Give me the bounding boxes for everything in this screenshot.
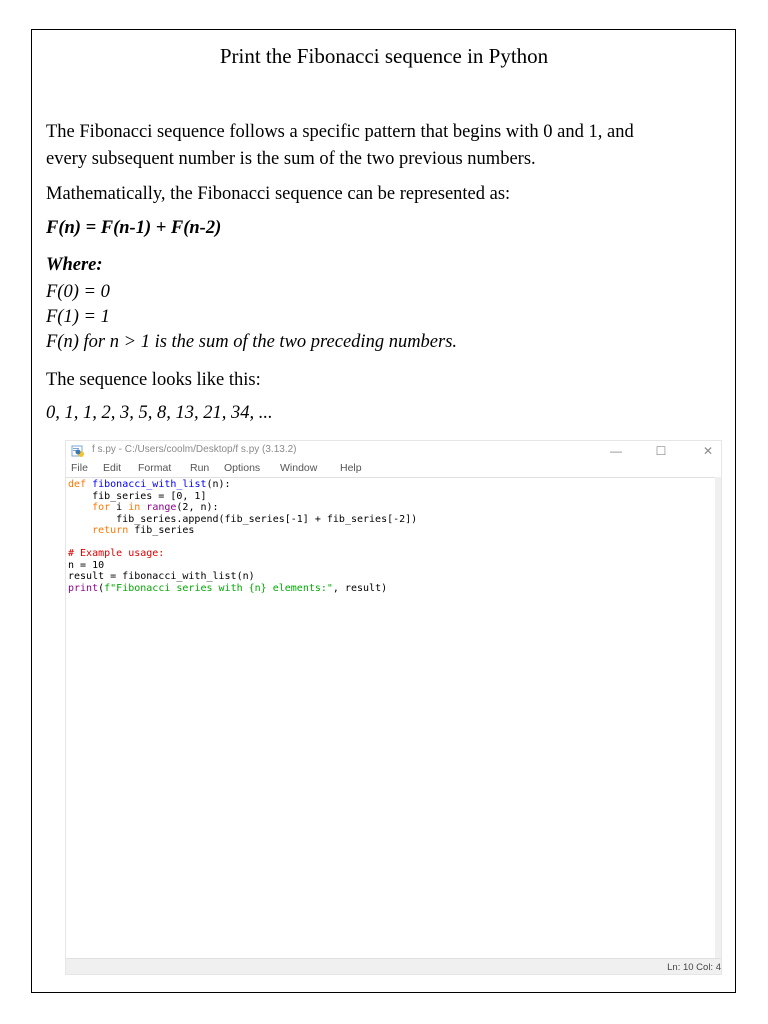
window-titlebar[interactable] bbox=[66, 441, 721, 461]
definition-f0: F(0) = 0 bbox=[46, 282, 110, 302]
keyword-return: return bbox=[92, 525, 129, 536]
document-title: Print the Fibonacci sequence in Python bbox=[219, 44, 549, 68]
code-text[interactable] bbox=[68, 479, 417, 594]
function-name: fibonacci_with_list bbox=[92, 479, 207, 490]
definitions-list bbox=[46, 280, 457, 355]
intro-line-1: The Fibonacci sequence follows a specific pattern that begins with 0 and 1, and bbox=[46, 122, 634, 142]
idle-editor-window bbox=[66, 441, 721, 974]
code-token: ( bbox=[98, 582, 105, 594]
intro-line-2: every subsequent number is the sum of the two previous numbers. bbox=[46, 149, 536, 169]
keyword-for: for bbox=[92, 502, 111, 513]
code-line-8: result = fibonacci_with_list(n) bbox=[68, 571, 255, 582]
menu-help[interactable]: Help bbox=[340, 462, 362, 474]
fibonacci-formula: F(n) = F(n-1) + F(n-2) bbox=[46, 218, 222, 238]
code-line-9 bbox=[68, 583, 387, 594]
keyword-in: in bbox=[128, 502, 141, 513]
vertical-scrollbar[interactable] bbox=[715, 477, 721, 958]
code-line-3 bbox=[68, 502, 219, 513]
status-bar bbox=[66, 958, 721, 974]
code-token: (2, n): bbox=[176, 502, 219, 513]
code-token: (n): bbox=[206, 479, 231, 490]
code-token: i bbox=[110, 502, 129, 513]
definition-f1: F(1) = 1 bbox=[46, 307, 110, 327]
code-line-5 bbox=[68, 525, 194, 536]
cursor-position: Ln: 10 Col: 4 bbox=[667, 962, 721, 973]
keyword-def: def bbox=[68, 479, 87, 490]
code-line-1 bbox=[68, 479, 231, 490]
idle-python-icon bbox=[71, 445, 85, 457]
code-token: , result) bbox=[332, 582, 388, 594]
menu-edit[interactable]: Edit bbox=[103, 462, 122, 474]
definition-fn: F(n) for n > 1 is the sum of the two preceding numbers. bbox=[46, 332, 458, 352]
code-token: fib_series bbox=[128, 525, 195, 536]
math-intro: Mathematically, the Fibonacci sequence can be represented as: bbox=[46, 184, 511, 204]
intro-paragraph bbox=[46, 119, 716, 173]
menu-run[interactable]: Run bbox=[190, 462, 210, 474]
builtin-range: range bbox=[146, 502, 177, 513]
code-string: f"Fibonacci series with {n} elements:" bbox=[104, 582, 333, 594]
window-title: f s.py - C:/Users/coolm/Desktop/f s.py (3.13.2) bbox=[92, 444, 297, 455]
menu-format[interactable]: Format bbox=[138, 462, 172, 474]
code-editor-area[interactable] bbox=[66, 477, 715, 958]
menu-window[interactable]: Window bbox=[280, 462, 318, 474]
maximize-button[interactable]: ☐ bbox=[655, 444, 667, 458]
code-line-7: n = 10 bbox=[68, 559, 105, 571]
menu-file[interactable]: File bbox=[71, 462, 88, 474]
minimize-button[interactable]: — bbox=[610, 444, 622, 458]
menu-bar bbox=[66, 461, 721, 477]
sequence-values: 0, 1, 1, 2, 3, 5, 8, 13, 21, 34, ... bbox=[46, 403, 273, 423]
code-line-4: fib_series.append(fib_series[-1] + fib_series[-2]) bbox=[68, 513, 418, 525]
builtin-print: print bbox=[68, 582, 99, 594]
sequence-intro: The sequence looks like this: bbox=[46, 370, 261, 390]
close-button[interactable]: ✕ bbox=[702, 444, 714, 458]
code-comment: # Example usage: bbox=[68, 548, 165, 559]
where-label: Where: bbox=[46, 255, 103, 275]
code-line-2: fib_series = [0, 1] bbox=[68, 490, 207, 502]
menu-options[interactable]: Options bbox=[224, 462, 261, 474]
